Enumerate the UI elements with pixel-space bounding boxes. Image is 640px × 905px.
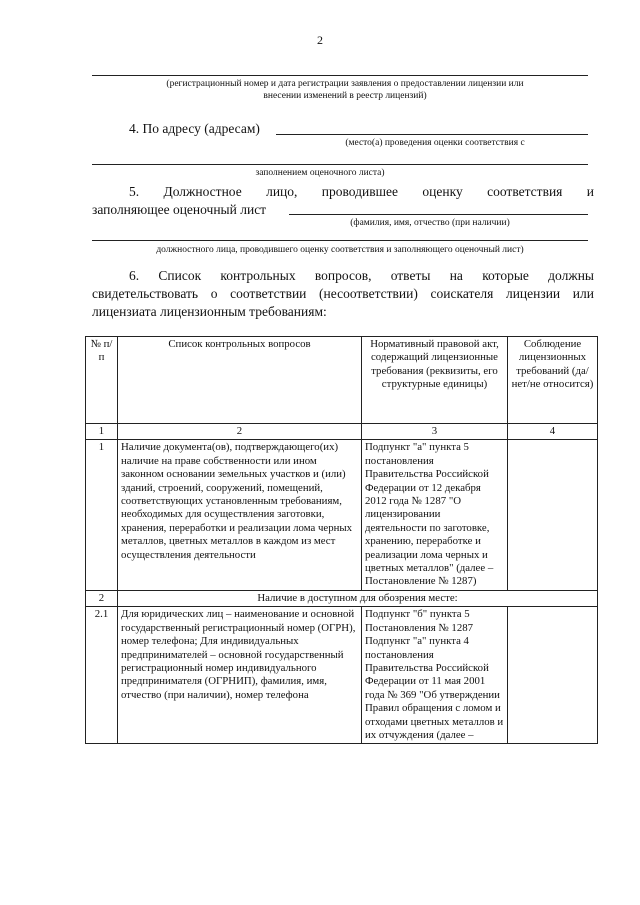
- section5-caption-b: должностного лица, проводившего оценку соответствия и заполняющего оценочный лист): [156, 245, 524, 255]
- page-number: 2: [317, 33, 323, 47]
- section5-word: проводившее: [321, 184, 399, 199]
- section6-line2: свидетельствовать о соответствии (несоответствии) соискателя лицензии или: [92, 286, 594, 301]
- row-compliance: [508, 607, 598, 744]
- row-num: 1: [86, 440, 118, 590]
- section5-word: 5.: [129, 184, 140, 199]
- section5-word: и: [586, 184, 594, 199]
- table-row: [86, 607, 598, 744]
- section5-name-line: [289, 214, 588, 215]
- row-merged-text: Наличие в доступном для обозрения месте:: [118, 590, 598, 606]
- section5-second-line: [92, 240, 588, 241]
- section6-line3: лицензиата лицензионным требованиям:: [92, 304, 327, 319]
- section5-word: соответствия: [487, 184, 563, 199]
- col-number: 2: [118, 424, 362, 440]
- table-column-numbers-row: [86, 424, 598, 440]
- registration-blank-line: [92, 75, 588, 76]
- row-normative: Подпункт "б" пункта 5 Постановления № 1287 Подпункт "а" пункта 4 постановления Правительства Российской Федерации от 11 мая 2001 года № 369 "Об утверждении Правил обращения с ломом и отходами цветных металлов и их отчуждения (далее –: [362, 607, 508, 744]
- section4-label: 4. По адресу (адресам): [129, 121, 260, 136]
- checklist-table: [85, 336, 598, 744]
- row-num: 2.1: [86, 607, 118, 744]
- table-row: [86, 590, 598, 606]
- section5-line1: [129, 183, 594, 200]
- section4-caption-a: (место(а) проведения оценки соответствия с: [345, 138, 525, 148]
- section5-caption-a: (фамилия, имя, отчество (при наличии): [350, 218, 510, 228]
- row-normative: Подпункт "а" пункта 5 постановления Правительства Российской Федерации от 12 декабря 2012 года № 1287 "О лицензировании деятельности по заготовке, хранению, переработке и реализации лома черных и цветных металлов" (далее – Постановление № 1287): [362, 440, 508, 590]
- row-question: Для юридических лиц – наименование и основной государственный регистрационный номер (ОГРН), номер телефона; Для индивидуальных предпринимателей – основной государственный регистрационный номер индивидуального предпринимателя (ОГРНИП), фамилия, имя, отчество (при наличии), номер телефона: [118, 607, 362, 744]
- col-number: 1: [86, 424, 118, 440]
- section4-second-line: [92, 164, 588, 165]
- table-row: [86, 440, 598, 590]
- section4-caption-b: заполнением оценочного листа): [255, 168, 385, 178]
- header-questions: Список контрольных вопросов: [118, 337, 362, 424]
- section5-word: Должностное: [163, 184, 242, 199]
- header-num: № п/п: [86, 337, 118, 424]
- section5-word: лицо,: [266, 184, 298, 199]
- header-compliance: Соблюдение лицензионных требований (да/нет/не относится): [508, 337, 598, 424]
- registration-caption: (регистрационный номер и дата регистрации заявления о предоставлении лицензии или внесении изменений в реестр лицензий): [166, 79, 524, 101]
- row-compliance: [508, 440, 598, 590]
- col-number: 3: [362, 424, 508, 440]
- header-normative: Нормативный правовой акт, содержащий лицензионные требования (реквизиты, его структурные единицы): [362, 337, 508, 424]
- section5-line2: заполняющее оценочный лист: [92, 202, 267, 217]
- section4-address-line: [276, 134, 588, 135]
- row-question: Наличие документа(ов), подтверждающего(их) наличие на праве собственности или ином законном основании земельных участков и (или) зданий, строений, сооружений, помещений, соответствующих установленным требованиям, необходимых для осуществления заготовки, хранения, переработки и реализации лома черных металлов, цветных металлов в каждом из мест осуществления деятельности: [118, 440, 362, 590]
- row-num: 2: [86, 590, 118, 606]
- section6-line1: 6. Список контрольных вопросов, ответы на которые должны: [129, 268, 594, 283]
- col-number: 4: [508, 424, 598, 440]
- table-header-row: [86, 337, 598, 424]
- section5-word: оценку: [422, 184, 463, 199]
